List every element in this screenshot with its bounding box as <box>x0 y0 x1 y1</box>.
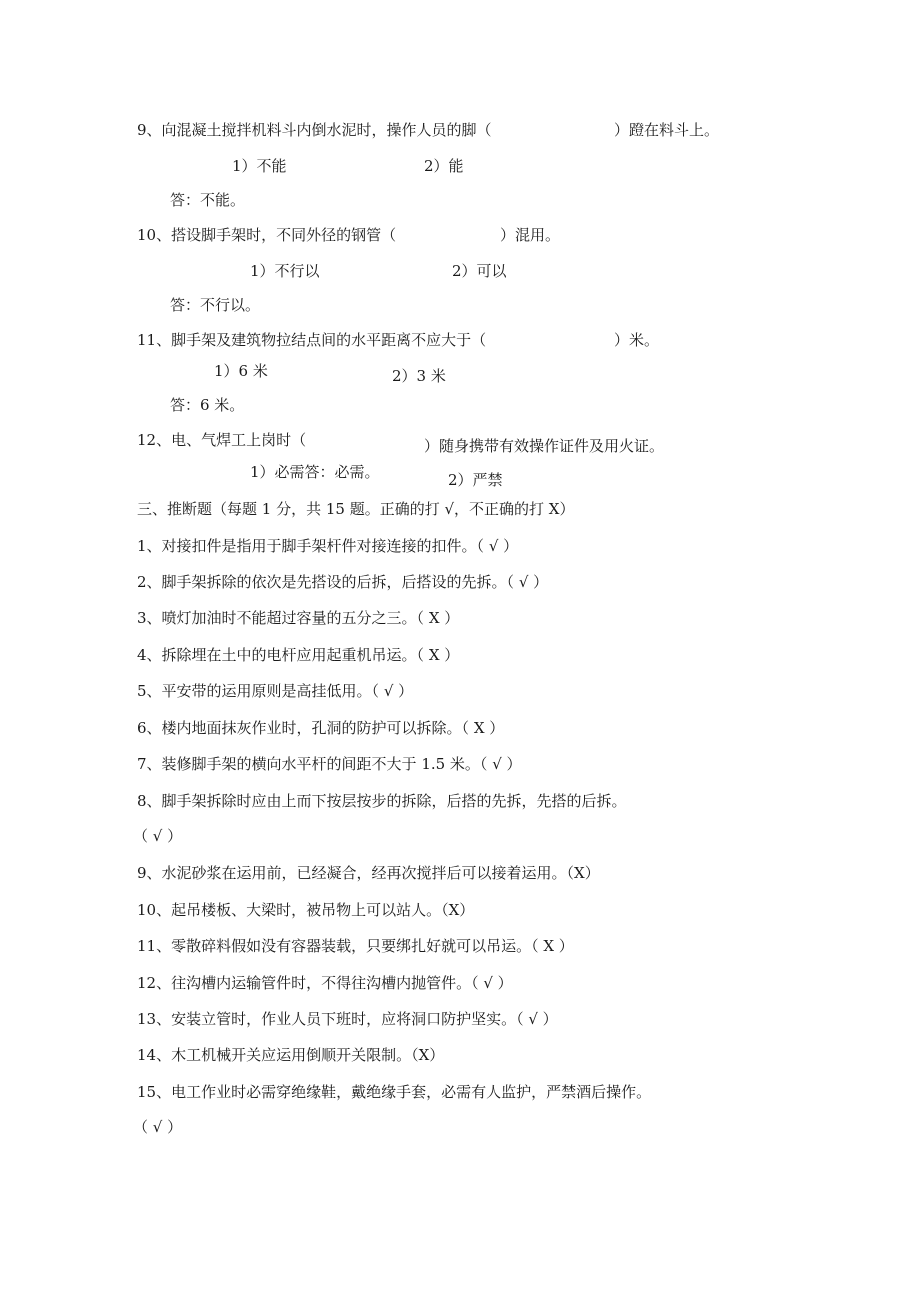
question-10-option-1: 1）不行以 <box>250 262 320 280</box>
question-11-stem: 11、脚手架及建筑物拉结点间的水平距离不应大于（ <box>137 331 487 349</box>
question-12-option-2: 2）严禁 <box>448 471 503 489</box>
question-11-option-1: 1）6 米 <box>214 362 268 380</box>
question-9-option-1: 1）不能 <box>232 157 287 175</box>
judgment-item-8: 8、脚手架拆除时应由上而下按层按步的拆除，后搭的先拆，先搭的后拆。 <box>137 792 627 810</box>
question-12-option-1: 1）必需答：必需。 <box>250 463 380 481</box>
question-9-answer: 答：不能。 <box>170 191 246 209</box>
judgment-item-14: 14、木工机械开关应运用倒顺开关限制。（X） <box>137 1046 445 1064</box>
judgment-item-5: 5、平安带的运用原则是高挂低用。（ √ ） <box>137 682 414 700</box>
judgment-item-12: 12、往沟槽内运输管件时，不得往沟槽内抛管件。（ √ ） <box>137 974 513 992</box>
judgment-item-10: 10、起吊楼板、大梁时，被吊物上可以站人。（X） <box>137 901 475 919</box>
judgment-item-6: 6、楼内地面抹灰作业时，孔洞的防护可以拆除。（ X ） <box>137 719 505 737</box>
question-12-stem: 12、电、气焊工上岗时（ <box>137 431 307 449</box>
question-12-stem-tail: ）随身携带有效操作证件及用火证。 <box>424 437 665 455</box>
question-11-option-2: 2）3 米 <box>392 367 446 385</box>
judgment-item-7: 7、装修脚手架的横向水平杆的间距不大于 1.5 米。（ √ ） <box>137 755 522 773</box>
question-9-stem: 9、向混凝土搅拌机料斗内倒水泥时，操作人员的脚（ <box>137 121 492 139</box>
question-10-stem-tail: ）混用。 <box>500 226 561 244</box>
judgment-item-8-mark: （ √ ） <box>133 827 183 845</box>
judgment-item-9: 9、水泥砂浆在运用前，已经凝合，经再次搅拌后可以接着运用。（X） <box>137 864 600 882</box>
judgment-item-13: 13、安装立管时，作业人员下班时，应将洞口防护坚实。（ √ ） <box>137 1010 558 1028</box>
judgment-item-4: 4、拆除埋在土中的电杆应用起重机吊运。（ X ） <box>137 646 460 664</box>
question-10-stem: 10、搭设脚手架时，不同外径的钢管（ <box>137 226 397 244</box>
question-9-stem-tail: ）蹬在料斗上。 <box>614 121 720 139</box>
question-9-option-2: 2）能 <box>424 157 464 175</box>
judgment-item-11: 11、零散碎料假如没有容器装载，只要绑扎好就可以吊运。（ X ） <box>137 937 574 955</box>
question-10-answer: 答：不行以。 <box>170 296 261 314</box>
question-10-option-2: 2）可以 <box>452 262 507 280</box>
question-11-answer: 答：6 米。 <box>170 396 245 414</box>
judgment-item-3: 3、喷灯加油时不能超过容量的五分之三。（ X ） <box>137 609 460 627</box>
question-11-stem-tail: ）米。 <box>614 331 660 349</box>
judgment-item-15-mark: （ √ ） <box>133 1118 183 1136</box>
judgment-item-1: 1、对接扣件是指用于脚手架杆件对接连接的扣件。（ √ ） <box>137 537 519 555</box>
section-title-judgment: 三、推断题（每题 1 分，共 15 题。正确的打 √，不正确的打 X） <box>137 500 575 518</box>
judgment-item-2: 2、脚手架拆除的依次是先搭设的后拆，后搭设的先拆。（ √ ） <box>137 573 549 591</box>
judgment-item-15: 15、电工作业时必需穿绝缘鞋，戴绝缘手套，必需有人监护，严禁酒后操作。 <box>137 1083 652 1101</box>
